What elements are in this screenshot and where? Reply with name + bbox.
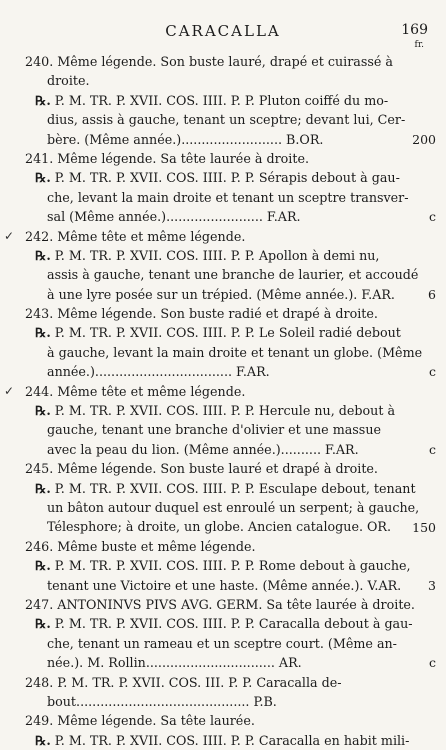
line-text: P. M. TR. P. XVII. COS. IIII. P. P. Pluton coiffé du mo- (54, 92, 389, 108)
entry-line (25, 149, 395, 168)
line-text: 241. Même légende. Sa tête laurée à droite. (25, 150, 309, 166)
line-text: tenant une Victoire et une haste. (Même année.). V.AR. (47, 577, 402, 593)
line-text: P. M. TR. P. XVII. COS. IIII. P. P. Esculape debout, tenant (54, 480, 416, 496)
reverse-line (25, 323, 401, 342)
reverse-line (25, 168, 400, 187)
continuation-line (25, 653, 395, 672)
line-text: 240. Même légende. Son buste lauré, drapé et cuirassé à (25, 54, 393, 69)
entry-line (25, 382, 395, 401)
line-text: P. M. TR. P. XVII. COS. IIII. P. P. Sérapis debout à gau- (54, 170, 400, 186)
line-text: 244. Même tête et même légende. (25, 383, 246, 399)
price-value: c (428, 442, 436, 457)
check-mark-icon: ✓ (4, 228, 15, 243)
line-text: P. M. TR. P. XVII. COS. IIII. P. P. Hercule nu, debout à (54, 403, 396, 419)
currency-label: fr. (414, 40, 424, 50)
line-text: sal (Même année.)........................ F.AR. (47, 209, 301, 225)
entry-line (25, 52, 395, 71)
entry-line (25, 673, 395, 692)
line-text: 248. P. M. TR. P. XVII. COS. III. P. P. Caracalla de- (25, 674, 342, 690)
continuation-line (25, 498, 420, 517)
reverse-mark: ℞. (35, 558, 51, 574)
page-header (0, 22, 446, 50)
continuation-line (25, 71, 395, 90)
line-text: année.).................................. F.AR. (47, 364, 270, 380)
line-text: dius, assis à gauche, tenant un sceptre; devant lui, Cer- (47, 112, 406, 128)
price-value: 200 (412, 131, 436, 147)
line-text: 247. ANTONINVS PIVS AVG. GERM. Sa tête laurée à droite. (25, 596, 415, 612)
continuation-line (25, 130, 395, 149)
reverse-line (25, 479, 416, 498)
price-value: c (428, 209, 436, 225)
line-text: à gauche, levant la main droite et tenant un globe. (Même (47, 344, 423, 360)
entry-line (25, 227, 395, 246)
reverse-mark: ℞. (35, 616, 51, 632)
line-text: droite. (47, 73, 90, 89)
price-value: c (428, 364, 436, 380)
line-text: assis à gauche, tenant une branche de laurier, et accoudé (47, 267, 419, 283)
reverse-line (25, 556, 411, 575)
reverse-line (25, 246, 395, 265)
reverse-mark: ℞. (35, 325, 51, 341)
reverse-mark: ℞. (35, 170, 51, 186)
continuation-line (25, 517, 395, 536)
entry-line (25, 304, 395, 323)
line-text: che, tenant un rameau et un sceptre court. (Même an- (47, 635, 397, 651)
entry-line (25, 537, 395, 556)
continuation-line (25, 440, 395, 459)
line-text: 245. Même légende. Son buste lauré et drapé à droite. (25, 461, 378, 477)
continuation-line (25, 110, 406, 129)
continuation-line (25, 576, 402, 595)
continuation-line (25, 634, 395, 653)
line-text: née.). M. Rollin................................ AR. (47, 655, 302, 671)
continuation-line (25, 285, 395, 304)
entry-line (25, 711, 395, 730)
line-text: 246. Même buste et même légende. (25, 538, 256, 554)
reverse-mark: ℞. (35, 480, 51, 496)
line-text: P. M. TR. P. XVII. COS. IIII. P. P. Caracalla debout à gau- (54, 616, 413, 632)
continuation-line (25, 692, 395, 711)
line-text: P. M. TR. P. XVII. COS. IIII. P. P. Caracalla en habit mili- (54, 732, 410, 748)
page-number: 169 (401, 22, 428, 38)
reverse-line (25, 731, 410, 750)
line-text: Télesphore; à droite, un globe. Ancien catalogue. OR. (47, 519, 392, 535)
line-text: bout........................................... P.B. (47, 693, 277, 709)
reverse-mark: ℞. (35, 247, 51, 263)
price-value: c (428, 655, 436, 671)
reverse-line (25, 91, 395, 110)
line-text: 243. Même légende. Son buste radié et drapé à droite. (25, 306, 378, 322)
price-value: 3 (428, 577, 436, 593)
line-text: 249. Même légende. Sa tête laurée. (25, 713, 255, 729)
reverse-line (25, 401, 395, 420)
price-value: 150 (412, 519, 436, 535)
entry-line (25, 595, 415, 614)
line-text: à une lyre posée sur un trépied. (Même année.). F.AR. (47, 286, 395, 302)
continuation-line (25, 188, 409, 207)
line-text: bère. (Même année.)......................... B.OR. (47, 131, 324, 147)
reverse-line (25, 614, 413, 633)
line-text: un bâton autour duquel est enroulé un serpent; à gauche, (47, 499, 420, 515)
running-title: CARACALLA (165, 22, 281, 40)
continuation-line (25, 420, 395, 439)
continuation-line (25, 343, 423, 362)
continuation-line (25, 362, 395, 381)
reverse-mark: ℞. (35, 92, 51, 108)
reverse-mark: ℞. (35, 403, 51, 419)
line-text: P. M. TR. P. XVII. COS. IIII. P. P. Rome debout à gauche, (54, 558, 411, 574)
entry-line (25, 459, 395, 478)
line-text: avec la peau du lion. (Même année.).......... F.AR. (47, 441, 359, 457)
reverse-mark: ℞. (35, 732, 51, 748)
continuation-line (25, 265, 419, 284)
line-text: P. M. TR. P. XVII. COS. IIII. P. P. Apollon à demi nu, (54, 247, 380, 263)
line-text: che, levant la main droite et tenant un sceptre transver- (47, 189, 409, 205)
line-text: gauche, tenant une branche d'olivier et une massue (47, 422, 381, 438)
catalogue-text (25, 52, 423, 750)
line-text: 242. Même tête et même légende. (25, 228, 246, 244)
price-value: 6 (428, 286, 436, 302)
line-text: P. M. TR. P. XVII. COS. IIII. P. P. Le Soleil radié debout (54, 325, 401, 341)
continuation-line (25, 207, 395, 226)
check-mark-icon: ✓ (4, 383, 15, 398)
